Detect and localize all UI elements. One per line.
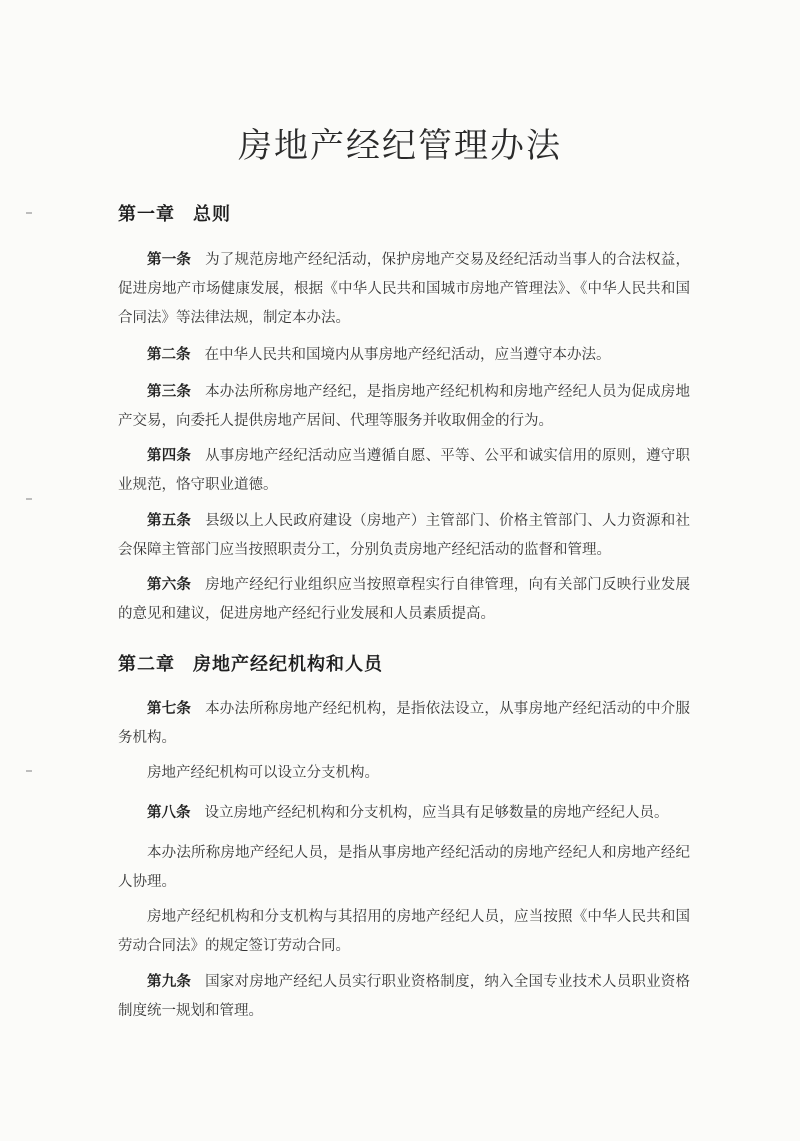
article-number: 第四条: [147, 447, 192, 464]
chapter-title: 总则: [193, 204, 231, 225]
article-text: 本办法所称房地产经纪人员，是指从事房地产经纪活动的房地产经纪人和房地产经纪人协理。: [118, 845, 690, 890]
article-text: 从事房地产经纪活动应当遵循自愿、平等、公平和诚实信用的原则，遵守职业规范，恪守职业道德。: [118, 448, 691, 493]
chapter-number: 第一章: [118, 204, 175, 225]
article-paragraph: [118, 570, 690, 629]
chapter-heading: [118, 200, 231, 226]
article-text: 在中华人民共和国境内从事房地产经纪活动，应当遵守本办法。: [204, 347, 611, 363]
article-paragraph: [118, 245, 690, 333]
article-text: 房地产经纪机构可以设立分支机构。: [147, 765, 379, 781]
article-number: 第一条: [147, 251, 192, 268]
article-number: 第九条: [147, 973, 192, 990]
scan-mark: [26, 498, 32, 500]
article-paragraph: [118, 798, 690, 828]
article-paragraph: [118, 839, 690, 897]
scan-mark: [26, 770, 32, 772]
article-number: 第五条: [147, 512, 192, 529]
article-number: 第六条: [147, 576, 192, 593]
article-paragraph: [118, 694, 690, 753]
document-title: 房地产经纪管理办法: [238, 126, 562, 166]
article-paragraph: [118, 759, 690, 788]
article-text: 国家对房地产经纪人员实行职业资格制度，纳入全国专业技术人员职业资格制度统一规划和管理。: [118, 974, 691, 1019]
article-text: 房地产经纪行业组织应当按照章程实行自律管理，向有关部门反映行业发展的意见和建议，促进房地产经纪行业发展和人员素质提高。: [118, 577, 691, 622]
article-number: 第七条: [147, 700, 192, 717]
article-number: 第八条: [147, 804, 191, 821]
article-text: 设立房地产经纪机构和分支机构，应当具有足够数量的房地产经纪人员。: [204, 805, 669, 821]
article-text: 县级以上人民政府建设（房地产）主管部门、价格主管部门、人力资源和社会保障主管部门应当按照职责分工，分别负责房地产经纪活动的监督和管理。: [118, 513, 691, 558]
chapter-title: 房地产经纪机构和人员: [193, 654, 383, 675]
article-text: 本办法所称房地产经纪，是指房地产经纪机构和房地产经纪人员为促成房地产交易，向委托人提供房地产居间、代理等服务并收取佣金的行为。: [118, 384, 691, 429]
scan-mark: [26, 212, 32, 214]
chapter-number: 第二章: [118, 654, 175, 675]
article-text: 为了规范房地产经纪活动，保护房地产交易及经纪活动当事人的合法权益，促进房地产市场健康发展，根据《中华人民共和国城市房地产管理法》、《中华人民共和国合同法》等法律法规，制定本办法。: [118, 252, 691, 326]
article-paragraph: [118, 506, 690, 565]
article-text: 房地产经纪机构和分支机构与其招用的房地产经纪人员，应当按照《中华人民共和国劳动合同法》的规定签订劳动合同。: [118, 909, 690, 954]
article-number: 第二条: [147, 346, 191, 363]
article-paragraph: [118, 441, 690, 500]
article-paragraph: [118, 903, 690, 961]
article-paragraph: [118, 340, 690, 370]
chapter-heading: [118, 650, 383, 676]
article-paragraph: [118, 377, 690, 436]
article-paragraph: [118, 967, 690, 1026]
article-number: 第三条: [147, 383, 192, 400]
article-text: 本办法所称房地产经纪机构，是指依法设立，从事房地产经纪活动的中介服务机构。: [118, 701, 691, 746]
